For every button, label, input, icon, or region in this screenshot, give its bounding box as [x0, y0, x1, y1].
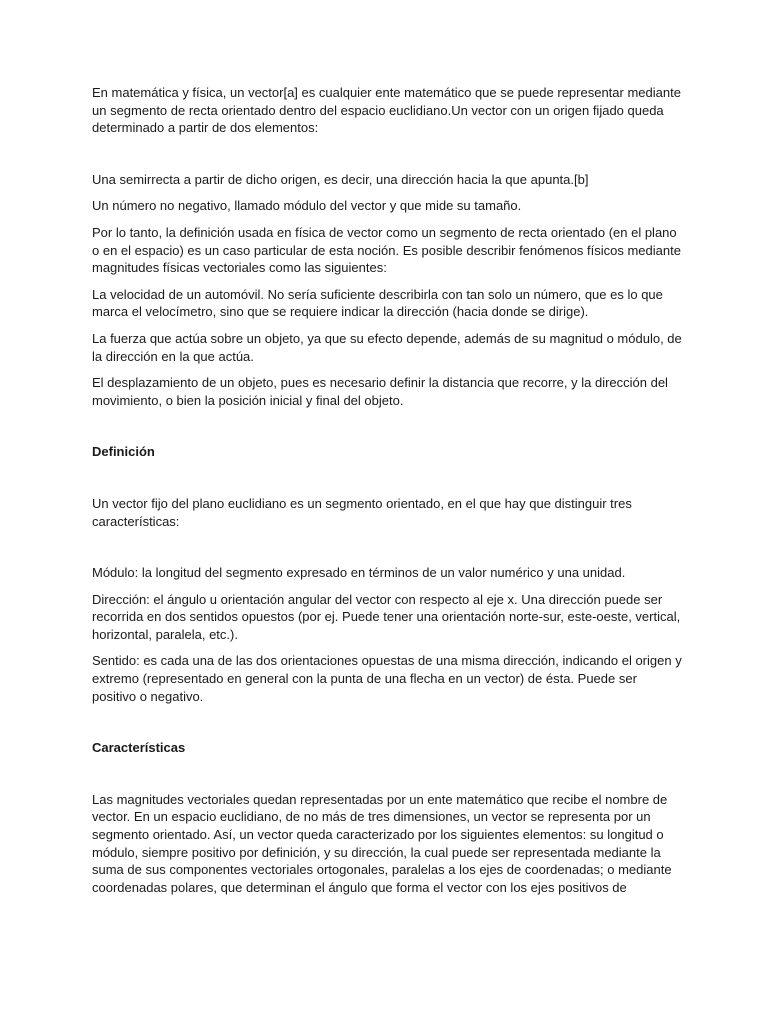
displacement-paragraph: El desplazamiento de un objeto, pues es necesario definir la distancia que recorre, y la dirección del movimiento, o bien la posición inicial y final del objeto. — [92, 375, 668, 408]
section-heading-definicion: Definición — [92, 444, 155, 460]
definition-direccion: Dirección: el ángulo u orientación angular del vector con respecto al eje x. Una dirección puede ser recorrida en dos sentidos opuestos (por ej. Puede tener una orientación norte-sur, este-oeste, vertical, horizontal, paralela, etc.). — [92, 591, 681, 642]
definition-intro-paragraph: Un vector fijo del plano euclidiano es un segmento orientado, en el que hay que distinguir tres características: — [92, 495, 632, 529]
definition-modulo: Módulo: la longitud del segmento expresado en términos de un valor numérico y una unidad. — [92, 565, 626, 581]
characteristics-paragraph: Las magnitudes vectoriales quedan representadas por un ente matemático que recibe el nombre de vector. En un espacio euclidiano, de no más de tres dimensiones, un vector se representa por un segmento orientado. Así, un vector queda caracterizado por los siguientes elementos: su longitud o módulo, siempre positivo por definición, y su dirección, la cual puede ser representada mediante la suma de sus componentes vectoriales ortogonales, paralelas a los ejes de coordenadas; o mediante coordenadas polares, que determinan el ángulo que forma el vector con los ejes positivos de — [92, 791, 672, 895]
document-page — [92, 84, 682, 905]
section-heading-caracteristicas: Características — [92, 740, 186, 756]
list-item-semirrecta: Una semirrecta a partir de dicho origen, es decir, una dirección hacia la que apunta.[b] — [92, 171, 589, 187]
definition-sentido: Sentido: es cada una de las dos orientaciones opuestas de una misma dirección, indicando el origen y extremo (representado en general con la punta de una flecha en un vector) de ésta. Puede ser positivo o negativo. — [92, 653, 682, 704]
force-paragraph: La fuerza que actúa sobre un objeto, ya que su efecto depende, además de su magnitud o módulo, de la dirección en la que actúa. — [92, 330, 682, 364]
intro-paragraph: En matemática y física, un vector[a] es cualquier ente matemático que se puede representar mediante un segmento de recta orientado dentro del espacio euclidiano.Un vector con un origen fijado queda determinado a partir de dos elementos: — [92, 85, 681, 136]
velocity-paragraph: La velocidad de un automóvil. No sería suficiente describirla con tan solo un número, que es lo que marca el velocímetro, sino que se requiere indicar la dirección (hacia donde se dirige). — [92, 286, 663, 320]
physics-definition-paragraph: Por lo tanto, la definición usada en física de vector como un segmento de recta orientado (en el plano o en el espacio) es un caso particular de esta noción. Es posible describir fenómenos físicos mediante magnitudes físicas vectoriales como las siguientes: — [92, 224, 681, 276]
list-item-numero: Un número no negativo, llamado módulo del vector y que mide su tamaño. — [92, 198, 522, 214]
